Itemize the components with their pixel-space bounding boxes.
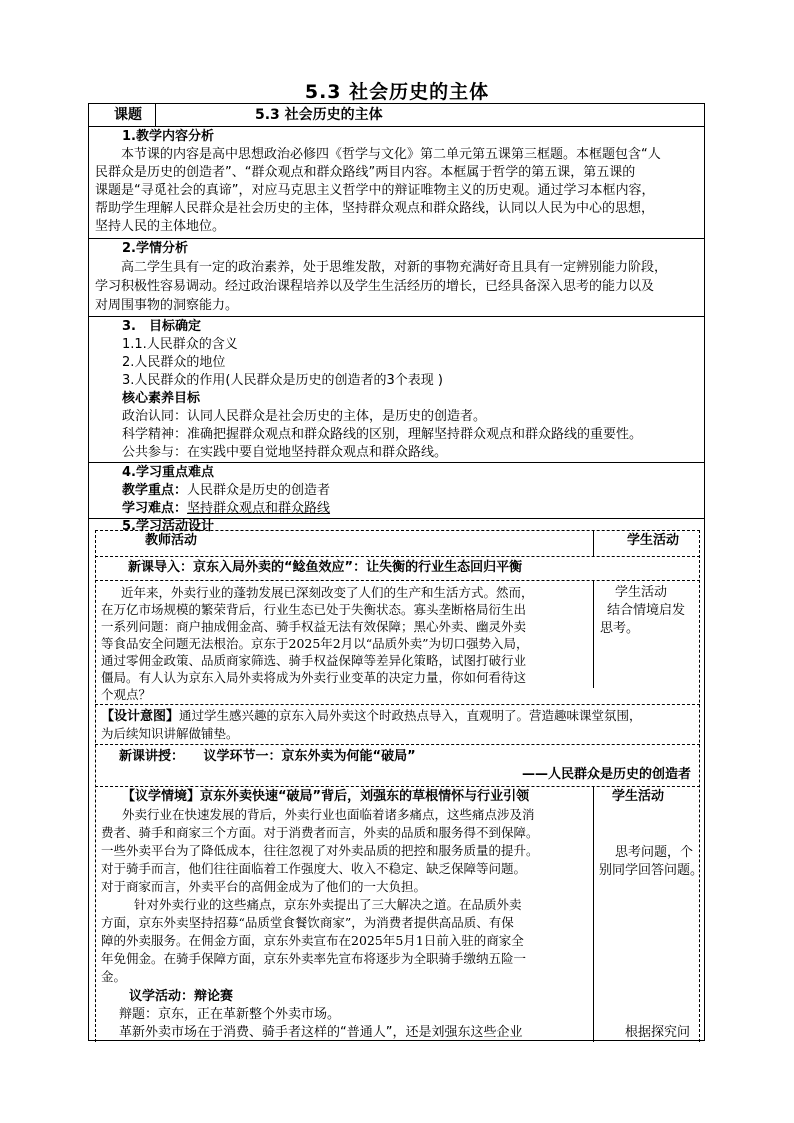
intro-line: 近年来，外卖行业的蓬勃发展已深刻改变了人们的生产和生活方式。然而， [121,585,534,600]
difficult-point: 学习难点：坚持群众观点和群众路线 [122,501,331,516]
design-intent-line: 为后续知识讲解做铺垫。 [101,726,239,741]
row-divider [89,462,704,463]
core-item: 公共参与：在实践中要自觉地坚持群众观点和群众路线。 [122,445,448,460]
section-heading: 1.教学内容分析 [122,129,214,144]
debate-line: 辩题：京东，正在革新整个外卖市场。 [119,1007,341,1022]
scene-line: 金。 [101,969,127,984]
intro-title: 新课导入：京东入局外卖的“鲶鱼效应”：让失衡的行业生态回归平衡 [128,560,523,575]
text-line: 民群众是历史的创造者”、“群众观点和群众路线”两目内容。本框属于哲学的第五课，第五课的 [95,165,636,180]
col-student: 学生活动 [627,533,680,548]
col-divider [593,530,594,556]
student-activity: 学生活动 [612,789,665,804]
section-heading: 2.学情分析 [122,241,188,256]
scene-line: 外卖行业在快速发展的背后，外卖行业也面临着诸多痛点，这些痛点涉及消 [122,807,535,822]
row-divider [89,126,704,127]
col-divider [593,580,594,688]
row-divider [95,744,700,745]
text-line: 帮助学生理解人民群众是社会历史的主体，坚持群众观点和群众路线，认同以人民为中心的思想， [95,201,655,216]
inner-border [95,530,700,531]
row-divider [95,556,700,557]
scene-line: 年免佣金。在骑手保障方面，京东外卖率先宣布将逐步为全职骑手缴纳五险一 [101,951,527,966]
row-divider [95,580,700,581]
student-activity: 根据探究问 [625,1025,691,1040]
text-line: 坚持人民的主体地位。 [95,219,226,234]
core-item: 政治认同：认同人民群众是社会历史的主体，是历史的创造者。 [122,409,487,424]
lesson-plan-table [88,103,705,1041]
scene-line: 障的外卖服务。在佣金方面，京东外卖宣布在2025年5月1日前入驻的商家全 [101,933,524,948]
student-activity: 思考。 [600,621,640,636]
section-heading: 5.学习活动设计 [122,519,214,534]
text-line: 课题是“寻觅社会的真谛”，对应马克思主义哲学中的辩证唯物主义的历史观。通过学习本框内容， [95,183,655,198]
student-activity: 结合情境启发 [607,603,686,618]
scene-line: 费者、骑手和商家三个方面。对于消费者而言，外卖的品质和服务得不到保障。 [101,825,539,840]
row-divider [95,786,700,787]
row-divider [95,704,700,705]
goal-item: 3.人民群众的作用(人民群众是历史的创造者的3个表现 ) [122,373,443,388]
intro-line: 个观点？ [101,687,152,702]
intro-line: 在万亿市场规模的繁荣背后，行业生态已处于失衡状态。寡头垄断格局衍生出 [101,602,527,617]
topic-value: 5.3 社会历史的主体 [255,107,383,123]
design-intent: 【设计意图】通过学生感兴趣的京东入局外卖这个时政热点导入，直观明了。营造趣味课堂氛围， [101,708,642,724]
debate-line: 革新外卖市场在于消费、骑手者这样的“普通人”，还是刘强东这些企业 [119,1025,523,1040]
key-point: 教学重点：人民群众是历史的创造者 [122,483,331,498]
scene-line: 对于骑手而言，他们往往面临着工作强度大、收入不稳定、缺乏保障等问题。 [101,861,527,876]
scene-heading: 【议学情境】京东外卖快速“破局”背后，刘强东的草根情怀与行业引领 [122,789,530,804]
text-line: 学习积极性容易调动。经过政治课程培养以及学生生活经历的增长，已经具备深入思考的能力以及 [95,279,655,294]
row-divider [89,316,704,317]
new-lesson-subtitle: ——人民群众是历史的创造者 [522,767,692,782]
core-heading: 核心素养目标 [122,391,201,406]
text-line: 对周围事物的洞察能力。 [95,298,239,313]
student-activity: 学生活动 [615,585,668,600]
section-heading: 4.学习重点难点 [122,465,214,480]
new-lesson-title: 新课讲授： 议学环节一：京东外卖为何能“破局” [119,749,416,764]
debate-heading: 议学活动：辩论赛 [129,989,234,1004]
topic-label: 课题 [114,107,142,123]
scene-line: 针对外卖行业的这些痛点，京东外卖提出了三大解决之道。在品质外卖 [134,897,522,912]
scene-line: 方面，京东外卖坚持招募“品质堂食餐饮商家”，为消费者提供高品质、有保 [101,915,514,930]
intro-line: 僵局。有人认为京东入局外卖将成为外卖行业变革的决定力量，你如何看待这 [101,670,527,685]
intro-line: 等食品安全问题无法根治。京东于2025年2月以“品质外卖”为切口强势入局， [101,636,529,651]
page-title: 5.3 社会历史的主体 [304,81,490,103]
core-item: 科学精神：准确把握群众观点和群众路线的区别，理解坚持群众观点和群众路线的重要性。 [122,427,643,442]
col-teacher: 教师活动 [145,533,198,548]
text-line: 本节课的内容是高中思想政治必修四《哲学与文化》第二单元第五课第三框题。本框题包含“人 [121,147,661,162]
student-activity: 别同学回答问题。 [599,863,704,878]
header-divider [155,104,156,126]
scene-line: 一些外卖平台为了降低成本，往往忽视了对外卖品质的把控和服务质量的提升。 [101,843,539,858]
scene-line: 对于商家而言，外卖平台的高佣金成为了他们的一大负担。 [101,879,427,894]
intro-line: 一系列问题：商户抽成佣金高、骑手权益无法有效保障；黑心外卖、幽灵外卖 [101,619,527,634]
section-heading: 3. 目标确定 [122,319,201,334]
row-divider [89,238,704,239]
text-line: 高二学生具有一定的政治素养，处于思维发散，对新的事物充满好奇且具有一定辨别能力阶段， [121,260,668,275]
intro-line: 通过零佣金政策、品质商家筛选、骑手权益保障等差异化策略，试图打破行业 [101,653,527,668]
col-divider [593,786,594,1042]
goal-item: 1.1.人民群众的含义 [122,337,238,352]
goal-item: 2.人民群众的地位 [122,355,226,370]
student-activity: 思考问题，个 [615,845,694,860]
